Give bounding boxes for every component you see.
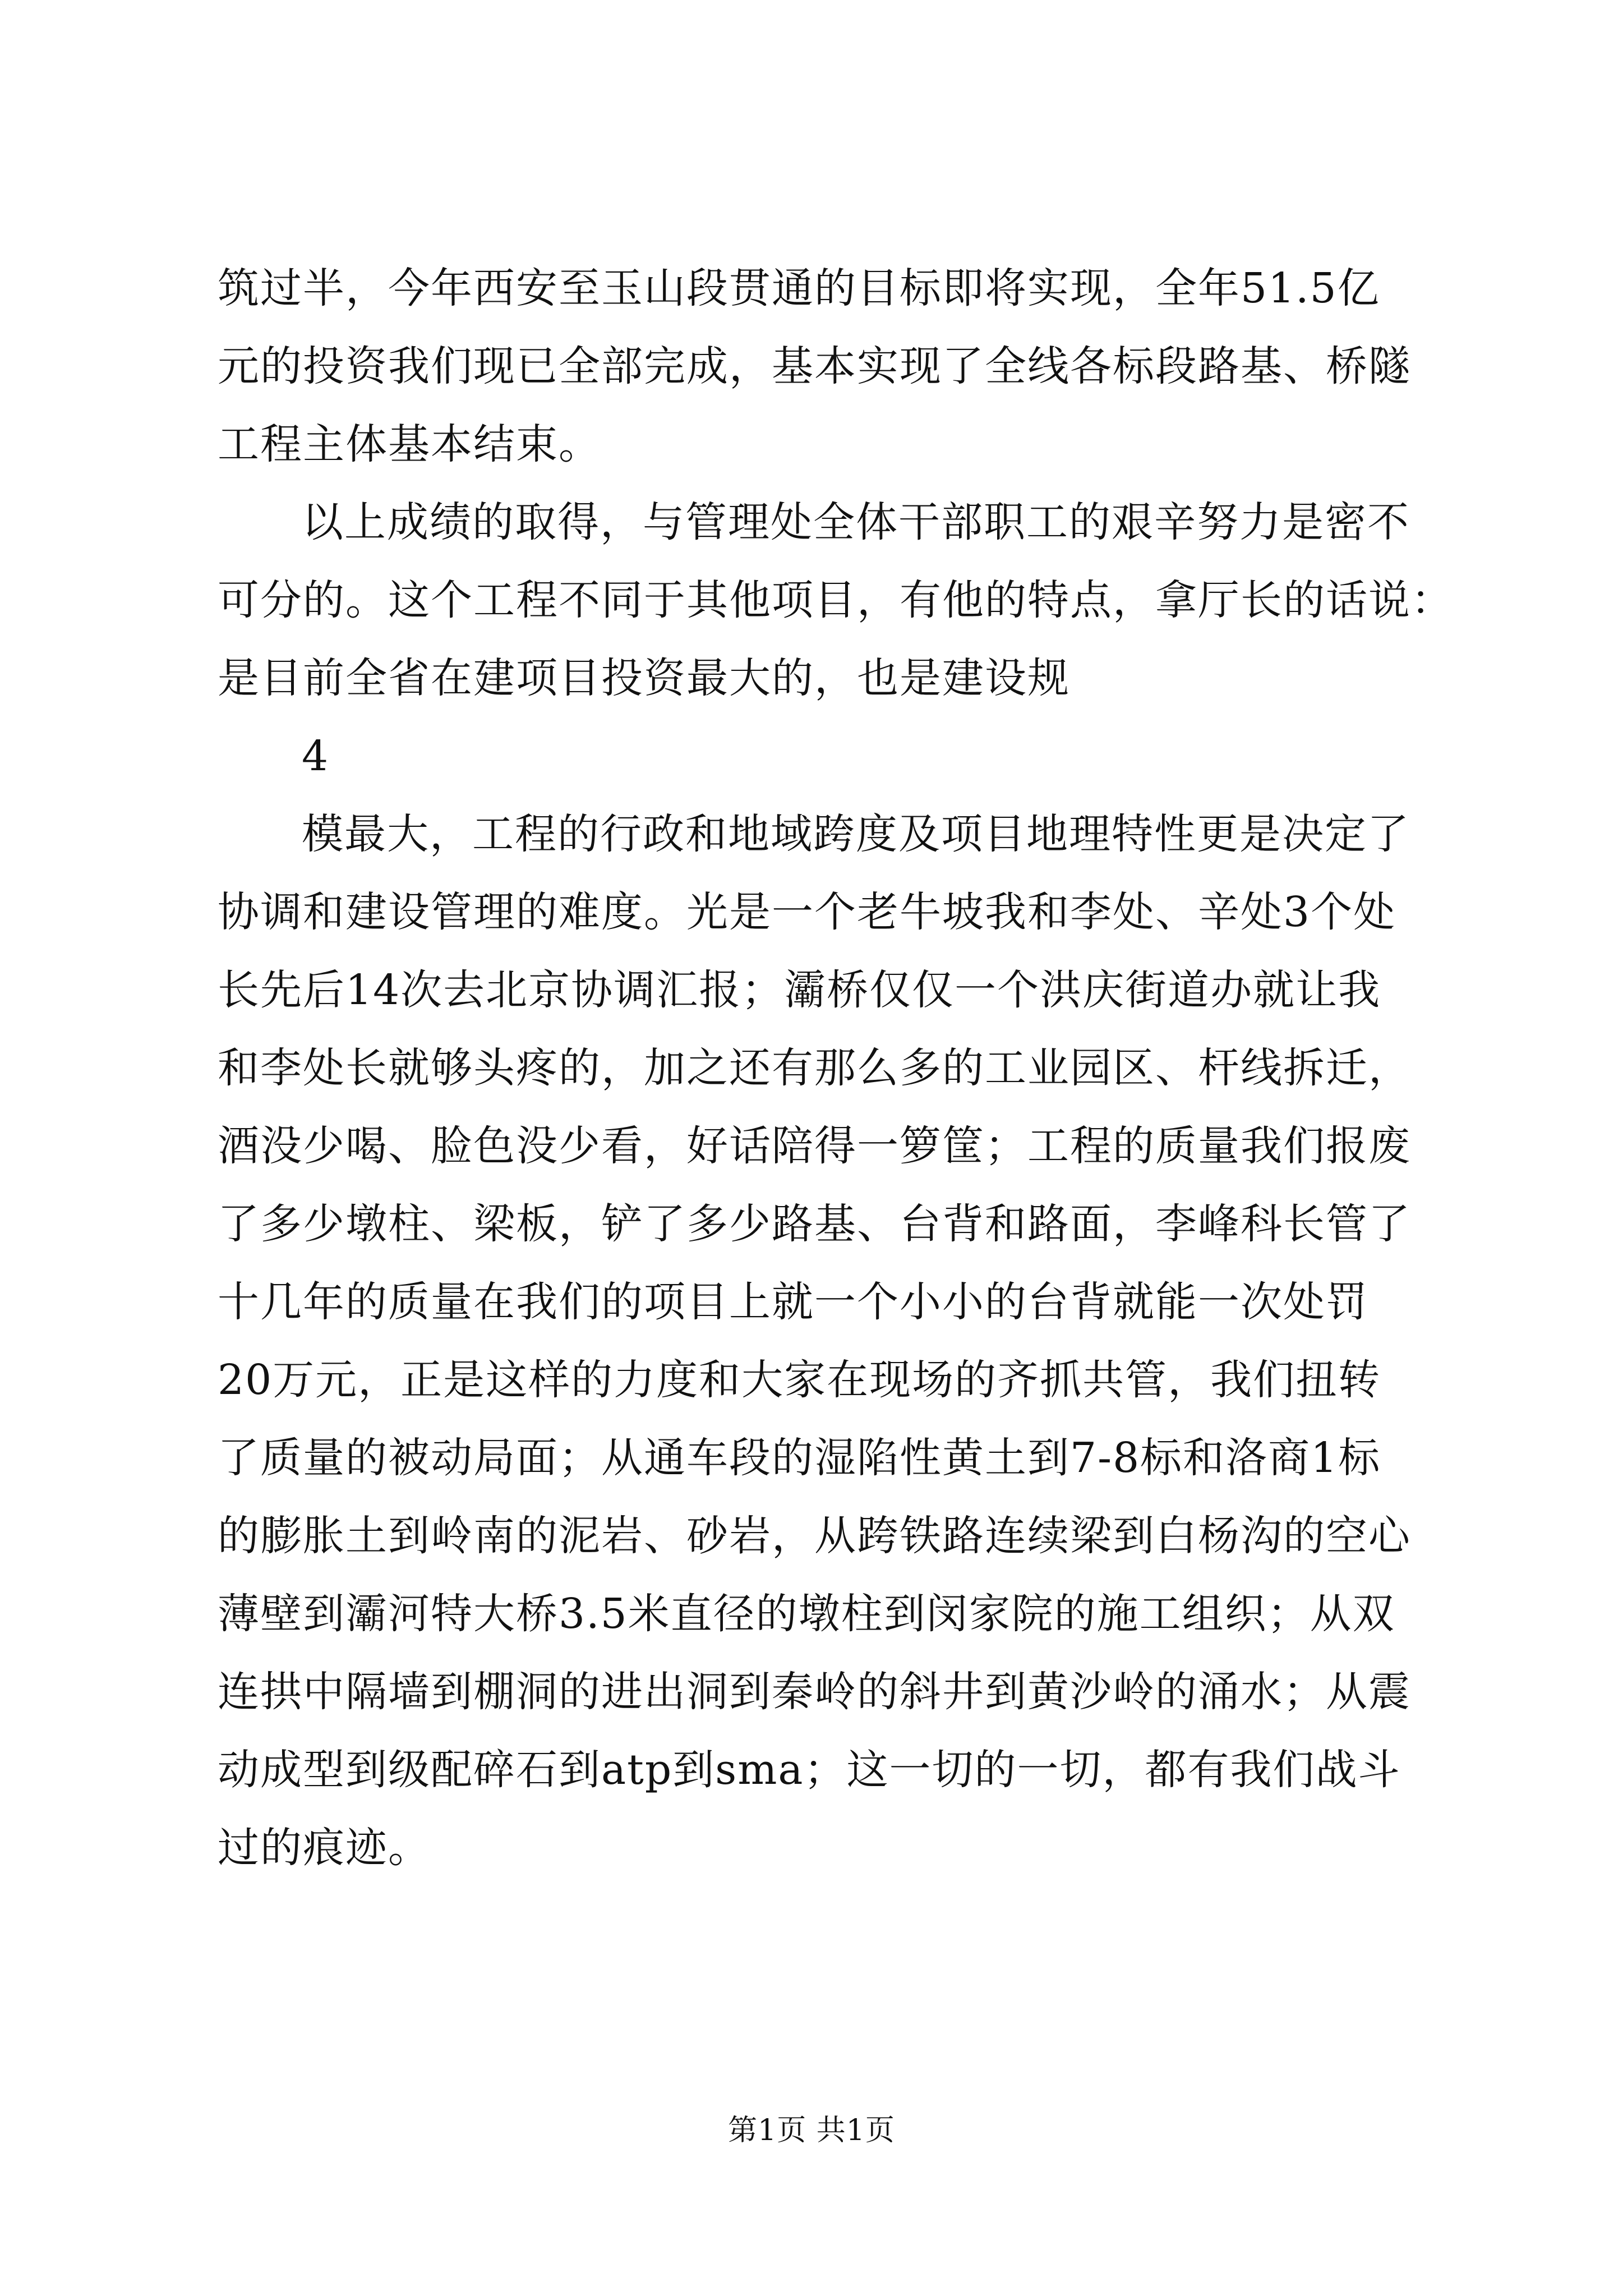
text-line: 十几年的质量在我们的项目上就一个小小的台背就能一次处罚: [218, 1278, 1368, 1326]
document-body: [218, 250, 1474, 1887]
paragraph-start-line: 以上成绩的取得，与管理处全体干部职工的艰辛努力是密不: [302, 498, 1410, 546]
paragraph-start-line: 模最大，工程的行政和地域跨度及项目地理特性更是决定了: [302, 810, 1410, 858]
text-line: 筑过半，今年西安至玉山段贯通的目标即将实现，全年51.5亿: [218, 264, 1380, 312]
text-line: 工程主体基本结束。: [218, 420, 601, 468]
text-line: 长先后14次去北京协调汇报；灞桥仅仅一个洪庆街道办就让我: [218, 966, 1381, 1014]
text-line: 20万元，正是这样的力度和大家在现场的齐抓共管，我们扭转: [218, 1356, 1381, 1404]
text-line: 薄壁到灞河特大桥3.5米直径的墩柱到闵家院的施工组织；从双: [218, 1590, 1395, 1638]
text-line: 协调和建设管理的难度。光是一个老牛坡我和李处、辛处3个处: [218, 888, 1396, 936]
page-number-inline: 4: [302, 732, 330, 780]
text-line: 了多少墩柱、梁板，铲了多少路基、台背和路面，李峰科长管了: [218, 1200, 1411, 1248]
text-line: 元的投资我们现已全部完成，基本实现了全线各标段路基、桥隧: [218, 342, 1411, 390]
text-line: 是目前全省在建项目投资最大的，也是建设规: [218, 654, 1070, 702]
text-line: 了质量的被动局面；从通车段的湿陷性黄土到7-8标和洛商1标: [218, 1434, 1381, 1482]
text-line: 连拱中隔墙到棚洞的进出洞到秦岭的斜井到黄沙岭的涌水；从震: [218, 1668, 1411, 1716]
text-line: 酒没少喝、脸色没少看，好话陪得一箩筐；工程的质量我们报废: [218, 1122, 1411, 1170]
text-line: 和李处长就够头疼的，加之还有那么多的工业园区、杆线拆迁，: [218, 1044, 1411, 1092]
text-line: 过的痕迹。: [218, 1824, 431, 1872]
text-line: 动成型到级配碎石到atp到sma；这一切的一切，都有我们战斗: [218, 1746, 1401, 1794]
text-line: 的膨胀土到岭南的泥岩、砂岩，从跨铁路连续梁到白杨沟的空心: [218, 1512, 1411, 1560]
page-footer: 第1页 共1页: [728, 2114, 895, 2147]
text-line: 可分的。这个工程不同于其他项目，有他的特点，拿厅长的话说：: [218, 576, 1454, 624]
